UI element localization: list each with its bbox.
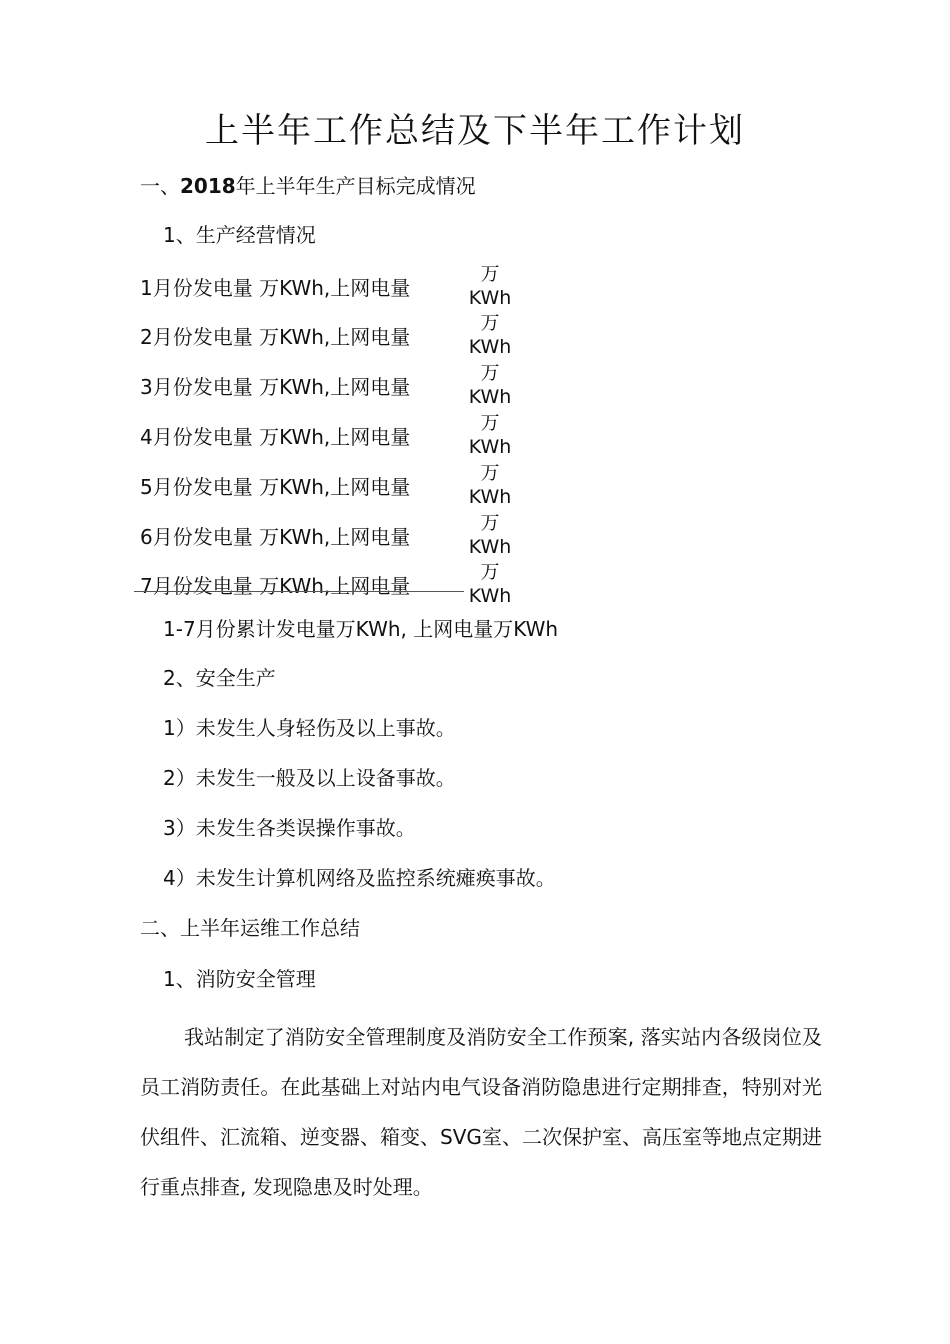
row-right-unit (468, 461, 512, 509)
table-row (140, 362, 512, 418)
row-left-text: 4月份发电量 万KWh,上网电量 (140, 425, 411, 449)
unit-top: 万 (480, 362, 500, 384)
safety-item: 1）未发生人身轻伤及以上事故。 (163, 716, 456, 740)
row-left-text: 7月份发电量 万KWh,上网电量 (140, 574, 411, 598)
row-right-unit (468, 511, 512, 559)
unit-top: 万 (480, 512, 500, 534)
unit-bottom: KWh (468, 336, 512, 358)
production-table (140, 263, 512, 607)
table-row (140, 561, 512, 617)
unit-top: 万 (480, 412, 500, 434)
table-row (140, 312, 512, 368)
row-right-unit (468, 361, 512, 409)
row-right-unit (468, 262, 512, 310)
unit-bottom: KWh (468, 287, 512, 309)
table-bottom-border (134, 591, 464, 592)
row-left-text: 3月份发电量 万KWh,上网电量 (140, 375, 411, 399)
safety-item: 4）未发生计算机网络及监控系统瘫痪事故。 (163, 866, 556, 890)
unit-bottom: KWh (468, 536, 512, 558)
section2-heading: 二、上半年运维工作总结 (140, 916, 360, 940)
unit-bottom: KWh (468, 436, 512, 458)
row-left-text: 1月份发电量 万KWh,上网电量 (140, 276, 411, 300)
unit-top: 万 (480, 462, 500, 484)
section1-sub2: 2、安全生产 (163, 666, 276, 690)
row-right-unit (468, 560, 512, 608)
unit-top: 万 (480, 263, 500, 285)
unit-bottom: KWh (468, 486, 512, 508)
row-left-text: 6月份发电量 万KWh,上网电量 (140, 525, 411, 549)
table-row (140, 263, 512, 319)
section1-sub1: 1、生产经营情况 (163, 223, 316, 247)
unit-top: 万 (480, 312, 500, 334)
unit-bottom: KWh (468, 585, 512, 607)
section1-heading-rest: 年上半年生产目标完成情况 (235, 174, 476, 198)
table-row (140, 512, 512, 568)
row-right-unit (468, 411, 512, 459)
fire-safety-paragraph: 我站制定了消防安全管理制度及消防安全工作预案, 落实站内各级岗位及员工消防责任。在此基础上对站内电气设备消防隐患进行定期排查，特别对光伏组件、汇流箱、逆变器、箱变、SVG室、二次保护室、高压室等地点定期进行重点排查, 发现隐患及时处理。 (140, 1025, 822, 1199)
row-left-text: 5月份发电量 万KWh,上网电量 (140, 475, 411, 499)
table-row (140, 412, 512, 468)
unit-top: 万 (480, 561, 500, 583)
unit-bottom: KWh (468, 386, 512, 408)
safety-item: 2）未发生一般及以上设备事故。 (163, 766, 456, 790)
cumulative-summary: 1-7月份累计发电量万KWh, 上网电量万KWh (163, 617, 559, 641)
safety-item: 3）未发生各类误操作事故。 (163, 816, 416, 840)
section1-heading-year: 2018 (180, 174, 236, 198)
document-title: 上半年工作总结及下半年工作计划 (205, 111, 745, 151)
section1-heading (140, 172, 476, 200)
row-left-text: 2月份发电量 万KWh,上网电量 (140, 325, 411, 349)
section1-heading-prefix: 一、 (140, 174, 180, 198)
section2-sub1: 1、消防安全管理 (163, 967, 316, 991)
table-row (140, 462, 512, 518)
row-right-unit (468, 311, 512, 359)
